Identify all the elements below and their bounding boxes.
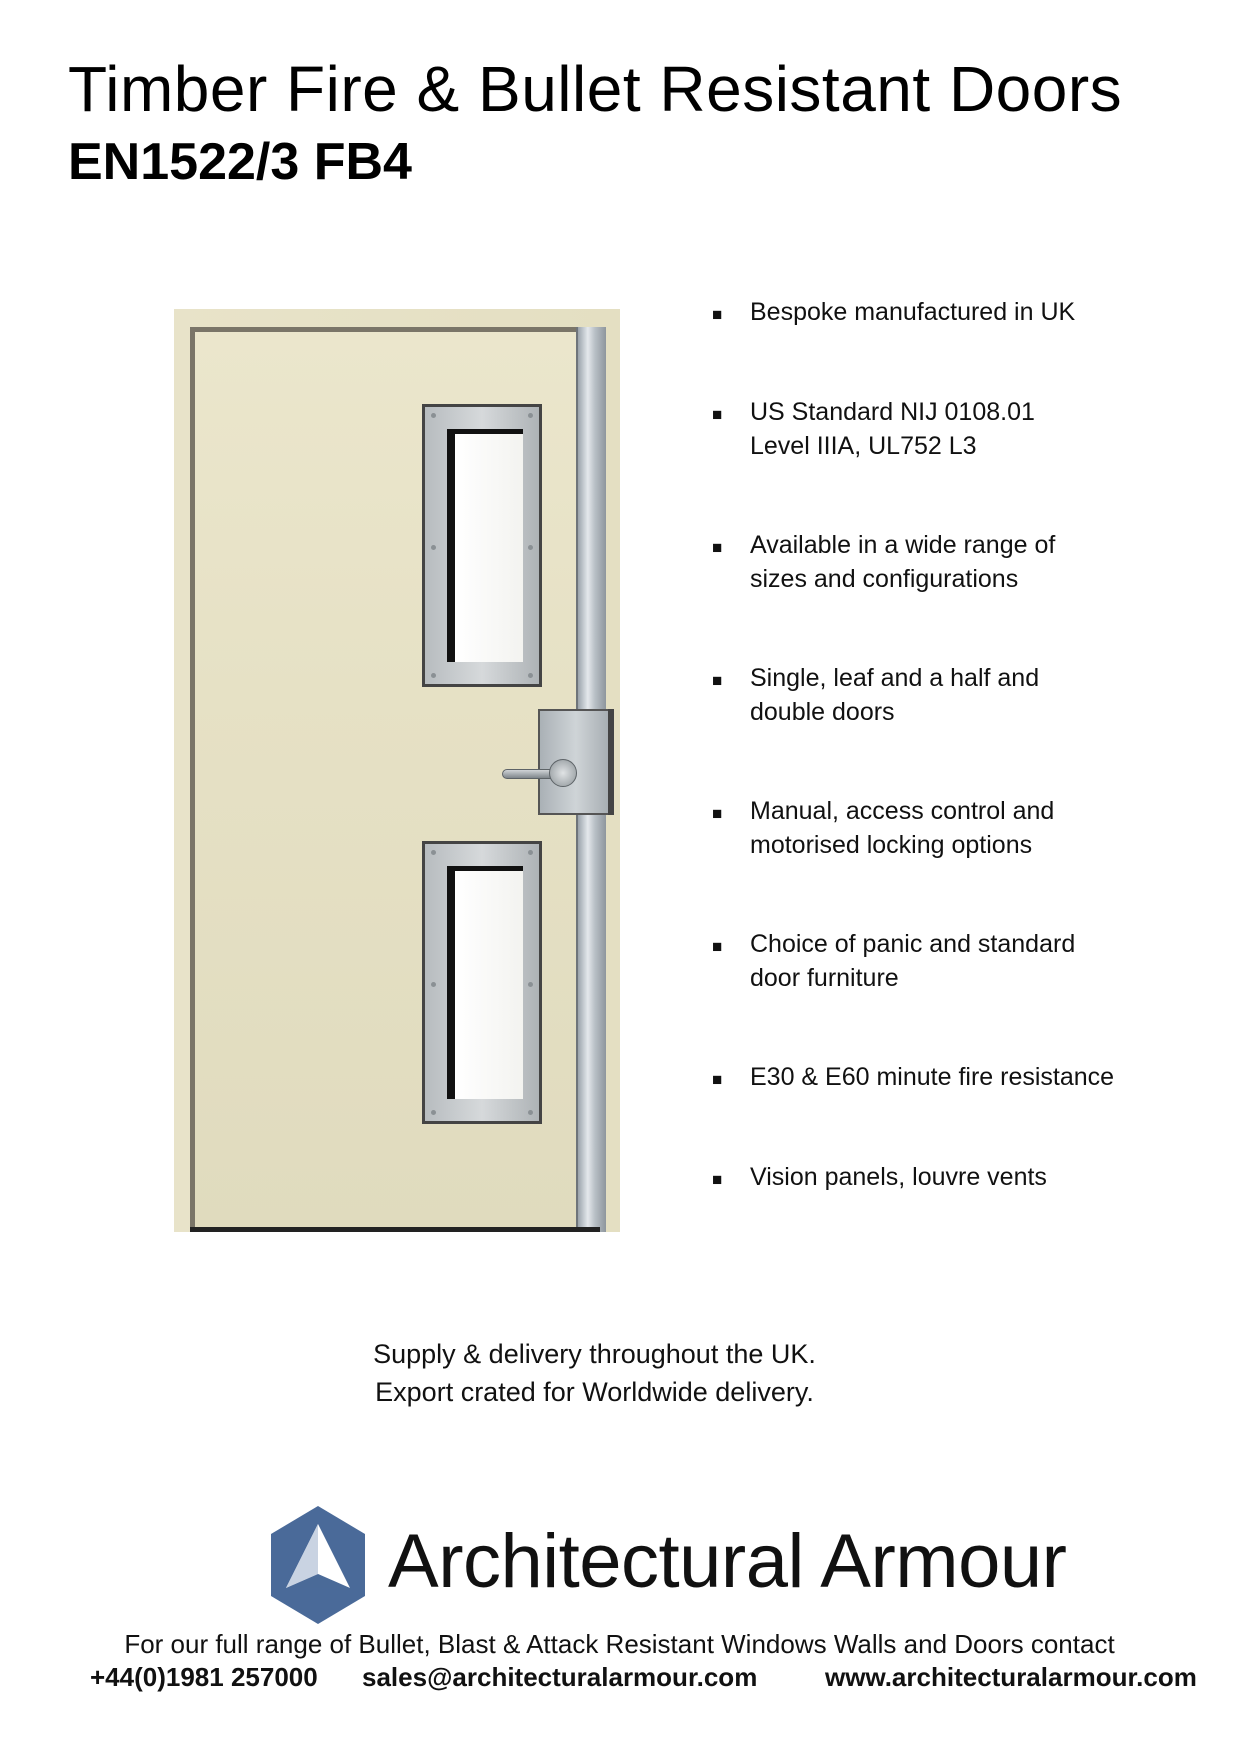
vision-glass (447, 866, 523, 1099)
square-bullet-icon: ■ (712, 1070, 723, 1089)
square-bullet-icon: ■ (712, 538, 723, 557)
screw-icon (528, 982, 533, 987)
screw-icon (528, 545, 533, 550)
screw-icon (431, 850, 436, 855)
square-bullet-icon: ■ (712, 405, 723, 424)
feature-item: ■ US Standard NIJ 0108.01 Level IIIA, UL752 L3 (712, 398, 1035, 460)
screw-icon (431, 413, 436, 418)
screw-icon (431, 982, 436, 987)
door-threshold (190, 1227, 600, 1232)
contact-phone[interactable]: +44(0)1981 257000 (90, 1662, 318, 1692)
square-bullet-icon: ■ (712, 804, 723, 823)
feature-item: ■ Available in a wide range of sizes and configurations (712, 531, 1056, 593)
lock-edge (608, 709, 614, 815)
feature-item: ■ E30 & E60 minute fire resistance (712, 1060, 1192, 1094)
screw-icon (528, 850, 533, 855)
feature-item: ■ Vision panels, louvre vents (712, 1160, 1192, 1194)
screw-icon (528, 1110, 533, 1115)
square-bullet-icon: ■ (712, 937, 723, 956)
screw-icon (528, 413, 533, 418)
screw-icon (431, 545, 436, 550)
square-bullet-icon: ■ (712, 1170, 723, 1189)
feature-item: ■ Single, leaf and a half and double doors (712, 664, 1040, 726)
screw-icon (528, 673, 533, 678)
architectural-armour-logo-icon (268, 1504, 368, 1626)
feature-item: ■ Manual, access control and motorised locking options (712, 797, 1055, 859)
delivery-line: Supply & delivery throughout the UK. (373, 1339, 816, 1369)
delivery-info (0, 1335, 1239, 1411)
contact-email[interactable]: sales@architecturalarmour.com (362, 1662, 758, 1692)
handle-rose-icon (549, 759, 577, 787)
contact-website[interactable]: www.architecturalarmour.com (825, 1662, 1197, 1692)
page-title: Timber Fire & Bullet Resistant Doors (68, 53, 1123, 125)
screw-icon (431, 1110, 436, 1115)
contact-intro: For our full range of Bullet, Blast & Attack Resistant Windows Walls and Doors contact (124, 1629, 1115, 1659)
feature-item: ■ Bespoke manufactured in UK (712, 295, 1192, 329)
brand-name: Architectural Armour (388, 1519, 1067, 1604)
door-illustration (174, 309, 620, 1232)
vision-glass (447, 429, 523, 662)
delivery-line: Export crated for Worldwide delivery. (375, 1377, 814, 1407)
feature-item: ■ Choice of panic and standard door furniture (712, 930, 1076, 992)
square-bullet-icon: ■ (712, 305, 723, 324)
screw-icon (431, 673, 436, 678)
vision-panel-top (422, 404, 542, 687)
square-bullet-icon: ■ (712, 671, 723, 690)
page-subtitle: EN1522/3 FB4 (68, 133, 412, 191)
lock-plate (538, 709, 614, 815)
vision-panel-bottom (422, 841, 542, 1124)
